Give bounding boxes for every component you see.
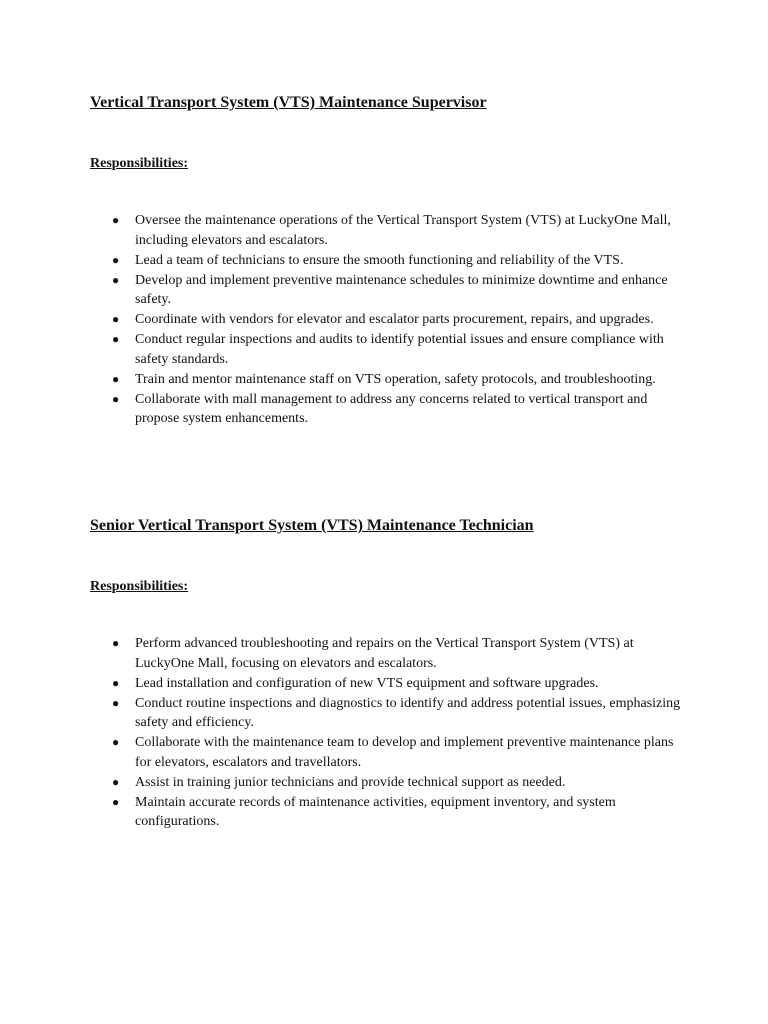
bullet-icon: ● [112, 774, 120, 789]
list-item: ● Conduct routine inspections and diagnostics to identify and address potential issues, emphasizing safety and efficiency. [112, 695, 681, 730]
list-item: ● Conduct regular inspections and audits to identify potential issues and ensure compliance with safety standards. [112, 332, 664, 367]
technician-section [90, 515, 690, 832]
list-item: ● Train and mentor maintenance staff on VTS operation, safety protocols, and troubleshooting. [90, 370, 690, 390]
bullet-icon: ● [112, 675, 120, 690]
list-item: ● Collaborate with the maintenance team to develop and implement preventive maintenance plans for elevators, escalators and travellators. [112, 735, 674, 770]
bullet-icon: ● [112, 332, 120, 346]
bullet-icon: ● [112, 252, 120, 267]
list-item: ● Coordinate with vendors for elevator and escalator parts procurement, repairs, and upgrades. [90, 310, 690, 330]
list-item: ● Maintain accurate records of maintenance activities, equipment inventory, and system configurations. [112, 794, 616, 829]
bullet-icon: ● [112, 272, 120, 287]
technician-title: Senior Vertical Transport System (VTS) Maintenance Technician [90, 517, 534, 534]
supervisor-title: Vertical Transport System (VTS) Maintenance Supervisor [90, 94, 487, 111]
technician-responsibilities-label: Responsibilities: [90, 579, 189, 594]
list-item: ● Lead installation and configuration of new VTS equipment and software upgrades. [90, 674, 690, 694]
list-item: ● Oversee the maintenance operations of the Vertical Transport System (VTS) at LuckyOne Mall, including elevators and escalators. [112, 213, 671, 248]
list-item: ● Assist in training junior technicians and provide technical support as needed. [90, 773, 690, 793]
technician-responsibilities-list [90, 634, 690, 832]
bullet-icon: ● [112, 695, 120, 710]
list-item: ● Lead a team of technicians to ensure the smooth functioning and reliability of the VTS. [90, 251, 690, 271]
list-item: ● Perform advanced troubleshooting and repairs on the Vertical Transport System (VTS) at LuckyOne Mall, focusing on elevators and escalators. [112, 636, 634, 671]
bullet-icon: ● [112, 213, 120, 227]
bullet-icon: ● [112, 794, 120, 809]
list-item: ● Collaborate with mall management to address any concerns related to vertical transport and propose system enhancements. [112, 391, 648, 426]
bullet-icon: ● [112, 636, 120, 650]
bullet-icon: ● [112, 735, 120, 749]
bullet-icon: ● [112, 391, 120, 406]
supervisor-section [90, 92, 690, 429]
supervisor-responsibilities-label: Responsibilities: [90, 156, 189, 171]
supervisor-responsibilities-list [90, 211, 690, 429]
bullet-icon: ● [112, 371, 120, 386]
list-item: ● Develop and implement preventive maintenance schedules to minimize downtime and enhance safety. [112, 272, 668, 307]
bullet-icon: ● [112, 312, 120, 326]
